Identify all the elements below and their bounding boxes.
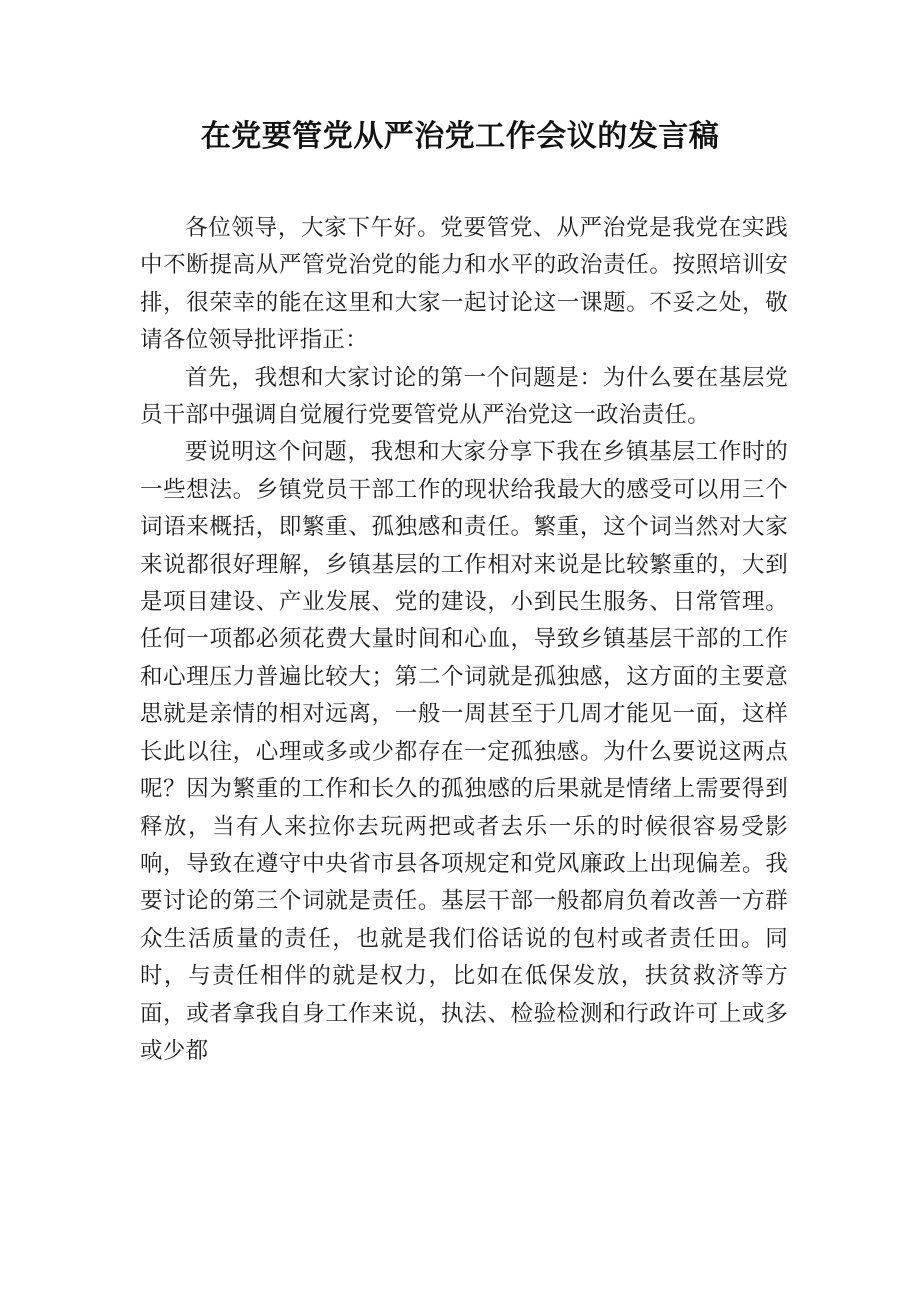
paragraph-explanation: 要说明这个问题，我想和大家分享下我在乡镇基层工作时的一些想法。乡镇党员干部工作的现状给我最大的感受可以用三个词语来概括，即繁重、孤独感和责任。繁重，这个词当然对大家来说都很好理解，乡镇基层的工作相对来说是比较繁重的，大到是项目建设、产业发展、党的建设，小到民生服务、日常管理。任何一项都必须花费大量时间和心血，导致乡镇基层干部的工作和心理压力普遍比较大；第二个词就是孤独感，这方面的主要意思就是亲情的相对远离，一般一周甚至于几周才能见一面，这样长此以往，心理或多或少都存在一定孤独感。为什么要说这两点呢？因为繁重的工作和长久的孤独感的后果就是情绪上需要得到释放，当有人来拉你去玩两把或者去乐一乐的时候很容易受影响，导致在遵守中央省市县各项规定和党风廉政上出现偏差。我要讨论的第三个词就是责任。基层干部一般都肩负着改善一方群众生活质量的责任，也就是我们俗话说的包村或者责任田。同时，与责任相伴的就是权力，比如在低保发放，扶贫救济等方面，或者拿我自身工作来说，执法、检验检测和行政许可上或多或少都 (140, 439, 788, 1064)
document-title: 在党要管党从严治党工作会议的发言稿 (200, 119, 720, 154)
paragraph-first-question: 首先，我想和大家讨论的第一个问题是：为什么要在基层党员干部中强调自觉履行党要管党从严治党这一政治责任。 (140, 364, 788, 429)
paragraph-greeting: 各位领导，大家下午好。党要管党、从严治党是我党在实践中不断提高从严管党治党的能力和水平的政治责任。按照培训安排，很荣幸的能在这里和大家一起讨论这一课题。不妥之处，敬请各位领导批评指正： (140, 215, 788, 354)
document-body (140, 210, 788, 1070)
